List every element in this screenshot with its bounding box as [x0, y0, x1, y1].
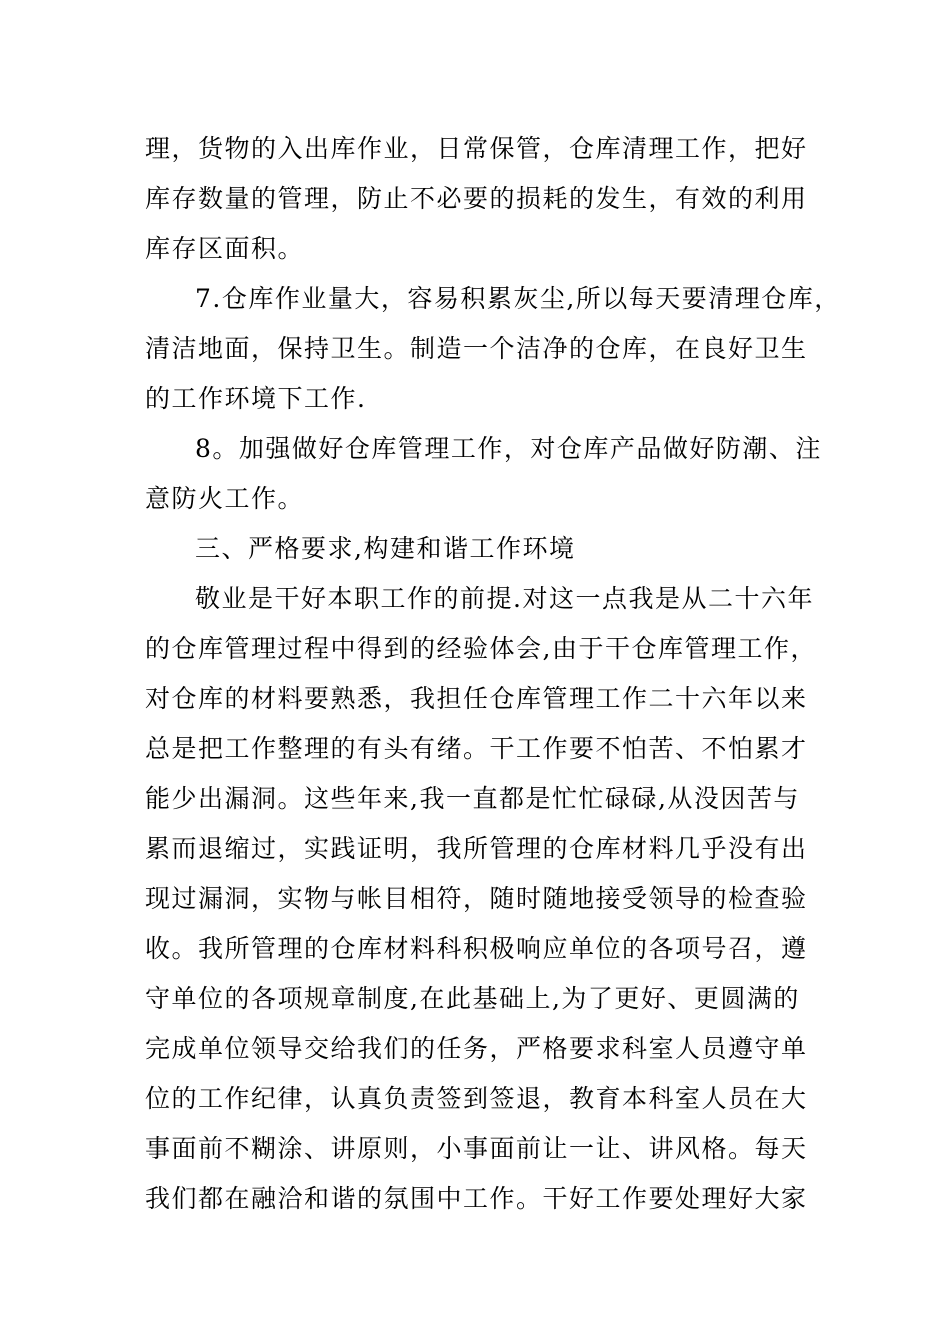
- text-line: 库存数量的管理，防止不必要的损耗的发生，有效的利用: [145, 184, 808, 213]
- text-line: 的工作环境下工作.: [145, 384, 367, 413]
- text-line: 能少出漏洞。这些年来,我一直都是忙忙碌碌,从没因苦与: [145, 784, 800, 813]
- section-heading: 三、严格要求,构建和谐工作环境: [195, 534, 576, 563]
- text-line: 累而退缩过，实践证明，我所管理的仓库材料几乎没有出: [145, 834, 808, 863]
- text-line: 理，货物的入出库作业，日常保管，仓库清理工作，把好: [145, 134, 808, 163]
- text-line: 总是把工作整理的有头有绪。干工作要不怕苦、不怕累才: [145, 734, 808, 763]
- text-line: 现过漏洞，实物与帐目相符，随时随地接受领导的检查验: [145, 884, 808, 913]
- text-line: 事面前不糊涂、讲原则，小事面前让一让、讲风格。每天: [145, 1134, 808, 1163]
- text-line: 守单位的各项规章制度,在此基础上,为了更好、更圆满的: [145, 984, 800, 1013]
- text-line: 意防火工作。: [145, 484, 305, 513]
- text-line: 位的工作纪律，认真负责签到签退，教育本科室人员在大: [145, 1084, 808, 1113]
- text-line: 收。我所管理的仓库材料科积极响应单位的各项号召，遵: [145, 934, 808, 963]
- text-line: 库存区面积。: [145, 234, 305, 263]
- text-line: 敬业是干好本职工作的前提.对这一点我是从二十六年: [195, 584, 814, 613]
- text-line: 的仓库管理过程中得到的经验体会,由于干仓库管理工作，: [145, 634, 817, 663]
- text-line: 对仓库的材料要熟悉，我担任仓库管理工作二十六年以来: [145, 684, 808, 713]
- text-line: 完成单位领导交给我们的任务，严格要求科室人员遵守单: [145, 1034, 808, 1063]
- text-line: 7.仓库作业量大，容易积累灰尘,所以每天要清理仓库，: [195, 284, 841, 313]
- text-line: 8。加强做好仓库管理工作，对仓库产品做好防潮、注: [195, 434, 822, 463]
- text-line: 我们都在融洽和谐的氛围中工作。干好工作要处理好大家: [145, 1184, 808, 1213]
- text-line: 清洁地面，保持卫生。制造一个洁净的仓库，在良好卫生: [145, 334, 808, 363]
